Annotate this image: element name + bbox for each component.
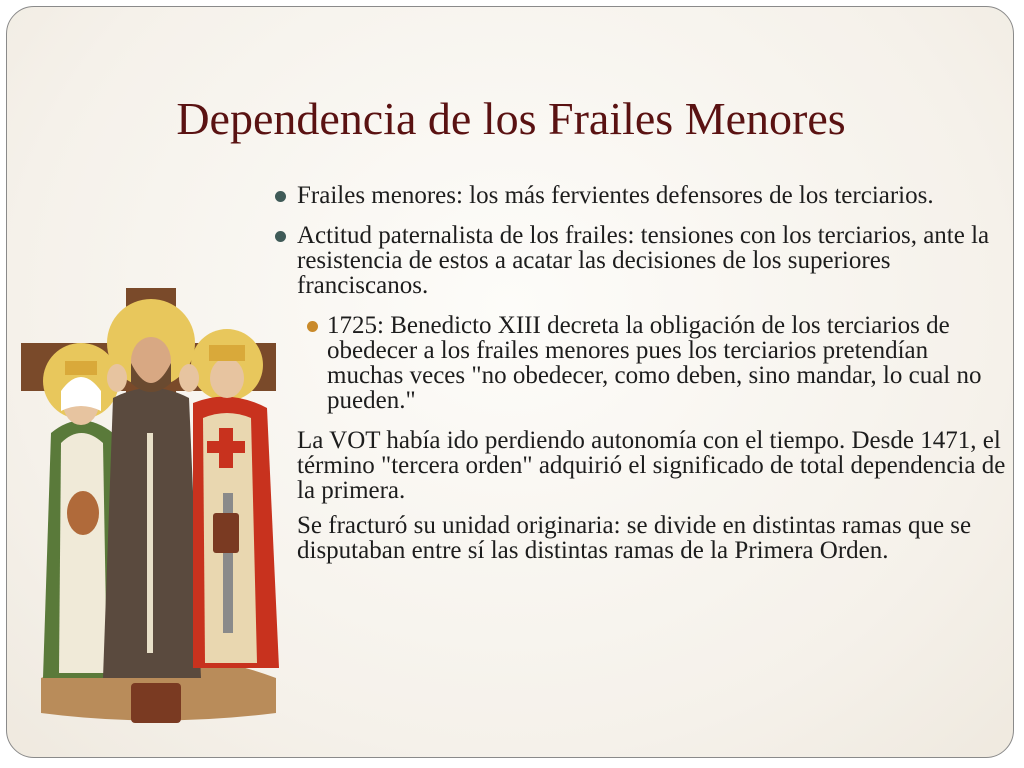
- content-area: [269, 183, 1009, 573]
- bullet-icon: [275, 191, 286, 202]
- paragraph: [269, 428, 1009, 503]
- bullet-text: Actitud paternalista de los frailes: tensiones con los terciarios, ante la resistencia de estos a acatar las decisiones de los superiores franciscanos.: [297, 222, 990, 299]
- bullet-item: [269, 183, 1009, 208]
- slide: [6, 6, 1014, 758]
- sub-bullet-icon: [307, 321, 318, 332]
- paragraph: [269, 513, 1009, 563]
- bullet-item: [269, 223, 1009, 298]
- bullet-text: Frailes menores: los más fervientes defensores de los terciarios.: [297, 182, 934, 209]
- sub-bullet-text: 1725: Benedicto XIII decreta la obligación de los terciarios de obedecer a los frailes menores pues los terciarios pretendían muchas veces "no obedecer, como deben, sino mandar, lo cual no pueden.": [327, 312, 982, 414]
- saints-statue-image: [21, 283, 291, 743]
- slide-title: Dependencia de los Frailes Menores: [176, 93, 846, 144]
- sub-bullet-item: [269, 313, 1009, 413]
- bullet-icon: [275, 231, 286, 242]
- paragraph-text: Se fracturó su unidad originaria: se divide en distintas ramas que se disputaban entre sí las distintas ramas de la Primera Orden.: [297, 512, 972, 564]
- paragraph-text: La VOT había ido perdiendo autonomía con el tiempo. Desde 1471, el término "tercera orden" adquirió el significado de total dependencia de la primera.: [297, 427, 1006, 504]
